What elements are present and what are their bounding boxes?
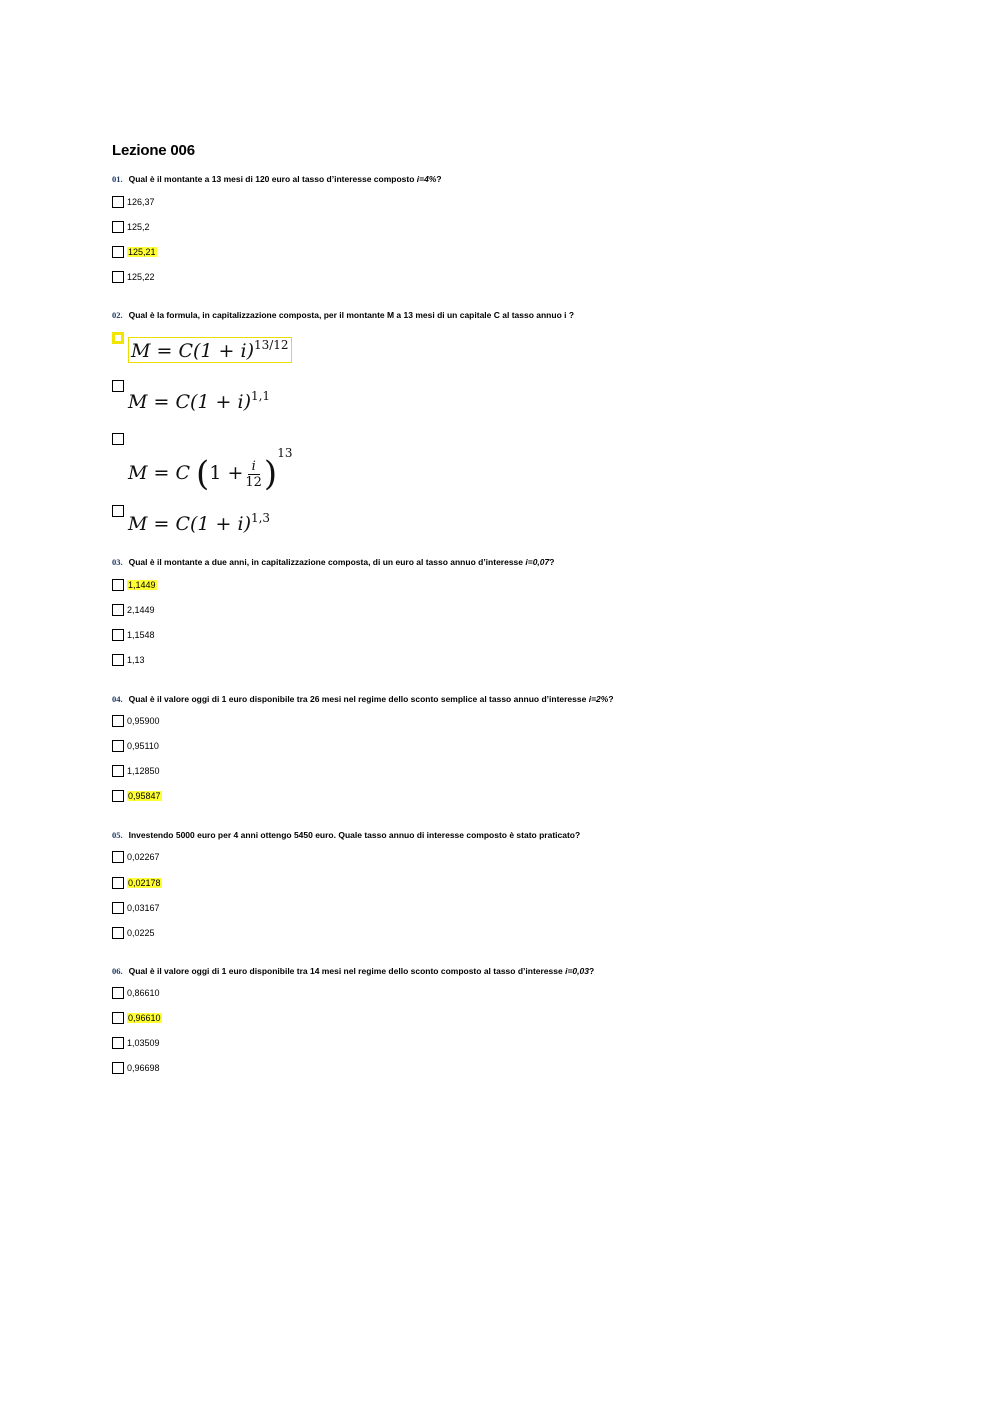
option-02-d-checkbox[interactable] [112, 504, 127, 517]
option-05-d[interactable] [112, 926, 155, 939]
checkbox[interactable] [112, 604, 124, 616]
question-text: Qual è il montante a 13 mesi di 120 euro al tasso d’interesse composto [128, 174, 417, 184]
question-05 [112, 830, 580, 840]
option-02-c-checkbox[interactable] [112, 432, 127, 445]
checkbox[interactable] [112, 221, 124, 233]
question-06: 06. Qual è il valore oggi di 1 euro disponibile tra 14 mesi nel regime dello sconto composto al tasso d’interesse i=0,03? [112, 966, 595, 976]
option-02-b-checkbox[interactable] [112, 379, 127, 392]
checkbox-highlighted[interactable] [112, 332, 124, 344]
option-05-c[interactable] [112, 901, 160, 914]
option-label-highlighted: 125,21 [128, 246, 156, 257]
checkbox[interactable] [112, 902, 124, 914]
question-variable: i=0,07 [525, 557, 550, 567]
question-number: 01. [112, 174, 123, 184]
option-01-c[interactable] [112, 245, 157, 258]
checkbox[interactable] [112, 877, 124, 889]
formula-option-02-a: $M = C(1 + i)^{13/12}$ [128, 337, 292, 363]
checkbox[interactable] [112, 765, 124, 777]
question-variable: i=0,03 [565, 966, 589, 976]
option-label: 0,96698 [127, 1062, 160, 1073]
question-02 [112, 310, 574, 320]
option-03-c[interactable] [112, 628, 155, 641]
option-label: 1,12850 [127, 765, 160, 776]
option-04-c[interactable] [112, 764, 160, 777]
checkbox[interactable] [112, 1062, 124, 1074]
checkbox[interactable] [112, 505, 124, 517]
question-text: Qual è il valore oggi di 1 euro disponibile tra 14 mesi nel regime dello sconto composto al tasso d’interesse [128, 966, 566, 976]
question-01: 01. Qual è il montante a 13 mesi di 120 euro al tasso d’interesse composto i=4%? [112, 174, 442, 184]
formula-option-02-b: $M = C(1 + i)^{1,1}$ [128, 389, 271, 413]
option-01-d[interactable] [112, 270, 155, 283]
checkbox[interactable] [112, 196, 124, 208]
checkbox[interactable] [112, 790, 124, 802]
checkbox[interactable] [112, 740, 124, 752]
question-variable: i=4% [416, 174, 437, 184]
question-04: 04. Qual è il valore oggi di 1 euro disponibile tra 26 mesi nel regime dello sconto semplice al tasso annuo d’interesse i=2%? [112, 694, 614, 704]
option-label: 2,1449 [127, 604, 155, 615]
checkbox[interactable] [112, 715, 124, 727]
option-label: 1,1548 [127, 629, 155, 640]
checkbox[interactable] [112, 629, 124, 641]
option-06-b[interactable] [112, 1011, 162, 1024]
question-number: 05. [112, 830, 123, 840]
option-label: 125,22 [127, 271, 155, 282]
question-03: 03. Qual è il montante a due anni, in capitalizzazione composta, di un euro al tasso annuo d’interesse i=0,07? [112, 557, 555, 567]
option-label-highlighted: 0,96610 [128, 1012, 161, 1023]
option-label: 0,0225 [127, 927, 155, 938]
question-text: Qual è il valore oggi di 1 euro disponibile tra 26 mesi nel regime dello sconto semplice al tasso annuo d’interesse [128, 694, 589, 704]
option-06-c[interactable] [112, 1036, 160, 1049]
option-04-d[interactable] [112, 789, 162, 802]
question-number: 04. [112, 694, 123, 704]
option-03-a[interactable] [112, 578, 157, 591]
option-label-highlighted: 0,95847 [128, 790, 161, 801]
option-label-highlighted: 1,1449 [128, 579, 156, 590]
option-03-b[interactable] [112, 603, 155, 616]
option-label: 125,2 [127, 221, 150, 232]
checkbox[interactable] [112, 927, 124, 939]
checkbox[interactable] [112, 851, 124, 863]
option-label: 1,13 [127, 654, 145, 665]
option-label: 0,03167 [127, 902, 160, 913]
option-04-a[interactable] [112, 714, 160, 727]
question-number: 02. [112, 310, 123, 320]
option-02-a-checkbox[interactable] [112, 331, 127, 344]
page-title: Lezione 006 [112, 142, 195, 159]
option-label: 1,03509 [127, 1037, 160, 1048]
formula-option-02-c: M = C (1 + $\frac{i}{12}$ )$^{13}$ [128, 446, 293, 494]
question-text: Qual è il montante a due anni, in capitalizzazione composta, di un euro al tasso annuo d’interesse [128, 557, 526, 567]
option-04-b[interactable] [112, 739, 159, 752]
question-number: 06. [112, 966, 123, 976]
checkbox[interactable] [112, 271, 124, 283]
checkbox[interactable] [112, 1012, 124, 1024]
option-06-a[interactable] [112, 986, 160, 999]
fraction: $\frac{i}{12}$ [245, 458, 262, 490]
option-label: 0,86610 [127, 987, 160, 998]
checkbox[interactable] [112, 246, 124, 258]
checkbox[interactable] [112, 380, 124, 392]
question-text: Qual è la formula, in capitalizzazione composta, per il montante M a 13 mesi di un capitale C al tasso annuo i ? [128, 310, 575, 320]
question-text: Investendo 5000 euro per 4 anni ottengo 5450 euro. Quale tasso annuo di interesse composto è stato praticato? [128, 830, 581, 840]
checkbox[interactable] [112, 654, 124, 666]
checkbox[interactable] [112, 433, 124, 445]
option-03-d[interactable] [112, 653, 145, 666]
option-01-b[interactable] [112, 220, 150, 233]
checkbox[interactable] [112, 579, 124, 591]
option-label: 0,02267 [127, 851, 160, 862]
checkbox[interactable] [112, 987, 124, 999]
option-05-a[interactable] [112, 850, 160, 863]
checkbox[interactable] [112, 1037, 124, 1049]
question-variable: i=2% [588, 694, 609, 704]
option-label: 0,95110 [127, 740, 159, 751]
option-label-highlighted: 0,02178 [128, 877, 161, 888]
option-label: 126,37 [127, 196, 155, 207]
option-label: 0,95900 [127, 715, 160, 726]
option-05-b[interactable] [112, 876, 162, 889]
option-06-d[interactable] [112, 1061, 160, 1074]
option-01-a[interactable] [112, 195, 155, 208]
formula-option-02-d: $M = C(1 + i)^{1,3}$ [128, 511, 271, 535]
question-number: 03. [112, 557, 123, 567]
